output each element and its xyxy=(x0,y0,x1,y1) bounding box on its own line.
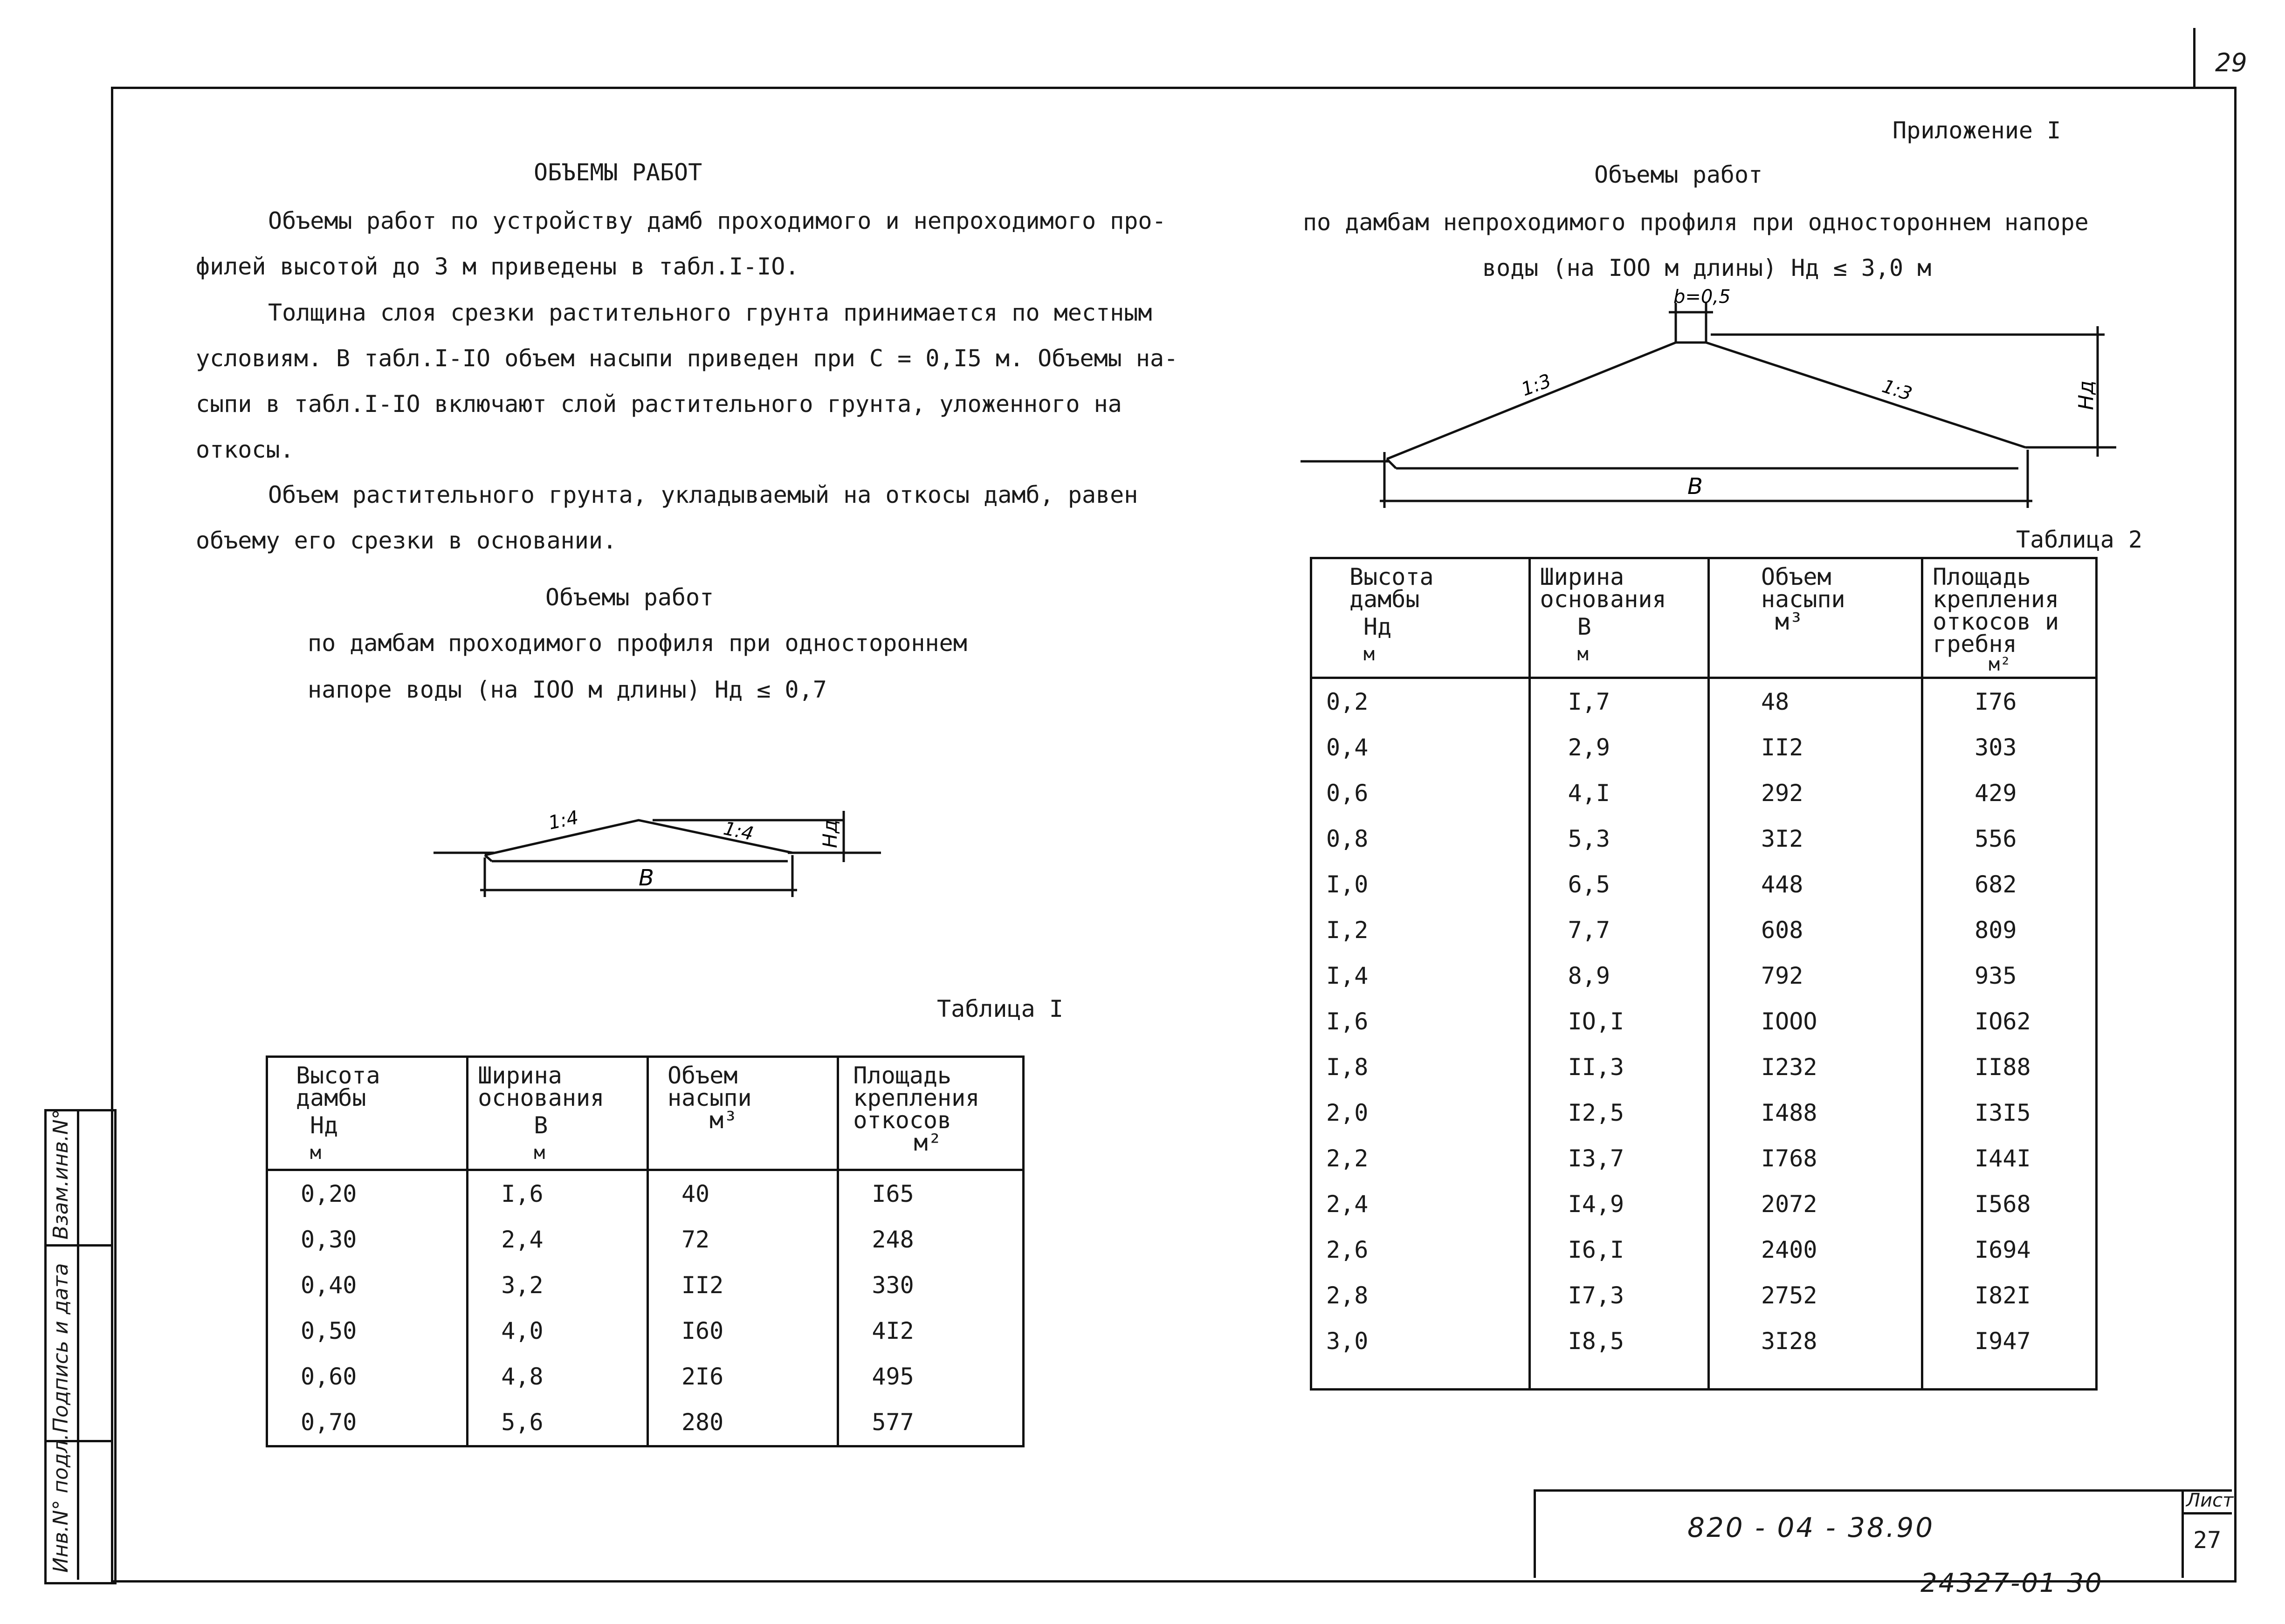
table-row: I,0 6,5 448 682 xyxy=(1311,862,2097,907)
paragraph-line: Объемы работ по устройству дамб проходимого и непроходимого про- xyxy=(268,207,1166,234)
table-row: I,2 7,7 608 809 xyxy=(1311,907,2097,953)
table-row: 0,8 5,3 3I2 556 xyxy=(1311,816,2097,862)
paragraph-line: объему его срезки в основании. xyxy=(196,527,617,554)
left-subheading: Объемы работ xyxy=(545,584,714,611)
table-row: 3,0 I8,5 3I28 I947 xyxy=(1311,1318,2097,1390)
table-1 xyxy=(266,1055,1025,1447)
sheet-number: 27 xyxy=(2193,1527,2222,1554)
side-stamp-divider-v xyxy=(77,1109,79,1580)
table-row: I,6 IO,I IOOO IO62 xyxy=(1311,999,2097,1044)
slope-label-right: 1:4 xyxy=(721,817,756,845)
slope-label-right: 1:3 xyxy=(1879,375,1915,405)
left-paragraph-1 xyxy=(196,198,1166,289)
table-header-row xyxy=(1311,558,2097,678)
col-area-header: Площадь крепления откосов м² xyxy=(838,1057,1024,1170)
table1-caption: Таблица I xyxy=(937,995,1063,1022)
title-block-divider xyxy=(2182,1489,2184,1578)
col-height-header: Высота дамбы Hд м xyxy=(267,1057,468,1170)
paragraph-line: Толщина слоя срезки растительного грунта принимается по местным xyxy=(268,299,1152,326)
col-area-header: Площадь крепления откосов и гребня м² xyxy=(1922,558,2097,678)
left-paragraph-3 xyxy=(196,472,1138,563)
table-header-row xyxy=(267,1057,1024,1170)
right-line-2: воды (на IOO м длины) Hд ≤ 3,0 м xyxy=(1482,254,1932,281)
table-row: 0,4 2,9 II2 303 xyxy=(1311,725,2097,770)
side-stamp-divider-h1 xyxy=(44,1244,112,1247)
base-label: B xyxy=(1687,473,1703,500)
paragraph-line: откосы. xyxy=(196,436,294,463)
table-row: 2,6 I6,I 2400 I694 xyxy=(1311,1227,2097,1273)
right-line-1: по дамбам непроходимого профиля при одностороннем напоре xyxy=(1303,209,2089,236)
col-volume-header: Объем насыпи м³ xyxy=(647,1057,838,1170)
table-row: 0,70 5,6 280 577 xyxy=(267,1399,1024,1446)
side-label-sign: Подпись и дата xyxy=(49,1263,73,1433)
table-row: 2,0 I2,5 I488 I3I5 xyxy=(1311,1090,2097,1136)
sheet-label: Лист xyxy=(2186,1490,2234,1511)
paragraph-line: филей высотой до 3 м приведены в табл.I-IO. xyxy=(196,253,799,280)
table-row: 0,60 4,8 2I6 495 xyxy=(267,1354,1024,1399)
paragraph-line: сыпи в табл.I-IO включают слой растительного грунта, уложенного на xyxy=(196,391,1122,418)
base-label: B xyxy=(639,865,654,891)
left-subline-2: напоре воды (на IOO м длины) Hд ≤ 0,7 xyxy=(308,676,827,703)
slope-label-left: 1:4 xyxy=(546,807,581,834)
paragraph-line: Объем растительного грунта, укладываемый на откосы дамб, равен xyxy=(268,481,1138,508)
table-row: 2,8 I7,3 2752 I82I xyxy=(1311,1273,2097,1318)
page-number: 29 xyxy=(2215,48,2247,77)
right-heading: Объемы работ xyxy=(1594,161,1763,188)
side-label-inv: Инв.N° подл. xyxy=(49,1433,73,1573)
table-row: 0,50 4,0 I60 4I2 xyxy=(267,1308,1024,1354)
table-row: 0,30 2,4 72 248 xyxy=(267,1217,1024,1262)
left-paragraph-2 xyxy=(196,290,1178,473)
left-subline-1: по дамбам проходимого профиля при одностороннем xyxy=(308,630,967,657)
height-label: Hд xyxy=(2074,380,2098,410)
page-number-divider xyxy=(2193,28,2196,89)
col-height-header: Высота дамбы Hд м xyxy=(1311,558,1530,678)
bottom-number: 24327-01 30 xyxy=(1920,1568,2103,1598)
table-row: 2,2 I3,7 I768 I44I xyxy=(1311,1136,2097,1181)
table-row: 2,4 I4,9 2072 I568 xyxy=(1311,1181,2097,1227)
col-width-header: Ширина основания B м xyxy=(468,1057,648,1170)
table-row: 0,40 3,2 II2 330 xyxy=(267,1262,1024,1308)
side-label-replace: Взам.инв.N° xyxy=(49,1109,73,1240)
table-row: I,8 II,3 I232 II88 xyxy=(1311,1044,2097,1090)
col-width-header: Ширина основания B м xyxy=(1529,558,1708,678)
right-dam-diagram xyxy=(1301,289,2140,513)
table-row: I,4 8,9 792 935 xyxy=(1311,953,2097,999)
crest-label: b=0,5 xyxy=(1673,289,1731,308)
height-label: Hд xyxy=(819,820,841,848)
table-row: 0,6 4,I 292 429 xyxy=(1311,770,2097,816)
appendix-label: Приложение I xyxy=(1893,117,2061,144)
left-heading: ОБЪЕМЫ РАБОТ xyxy=(534,159,702,186)
col-volume-header: Объем насыпи м³ xyxy=(1709,558,1922,678)
document-code: 820 - 04 - 38.90 xyxy=(1687,1512,1935,1543)
left-dam-diagram xyxy=(434,792,890,913)
table2-caption: Таблица 2 xyxy=(2016,526,2142,553)
slope-label-left: 1:3 xyxy=(1518,370,1554,401)
paragraph-line: условиям. В табл.I-IO объем насыпи приведен при С = 0,I5 м. Объемы на- xyxy=(196,345,1178,372)
table-2 xyxy=(1310,557,2098,1391)
table-row: 0,2 I,7 48 I76 xyxy=(1311,678,2097,725)
table-row: 0,20 I,6 40 I65 xyxy=(267,1170,1024,1217)
